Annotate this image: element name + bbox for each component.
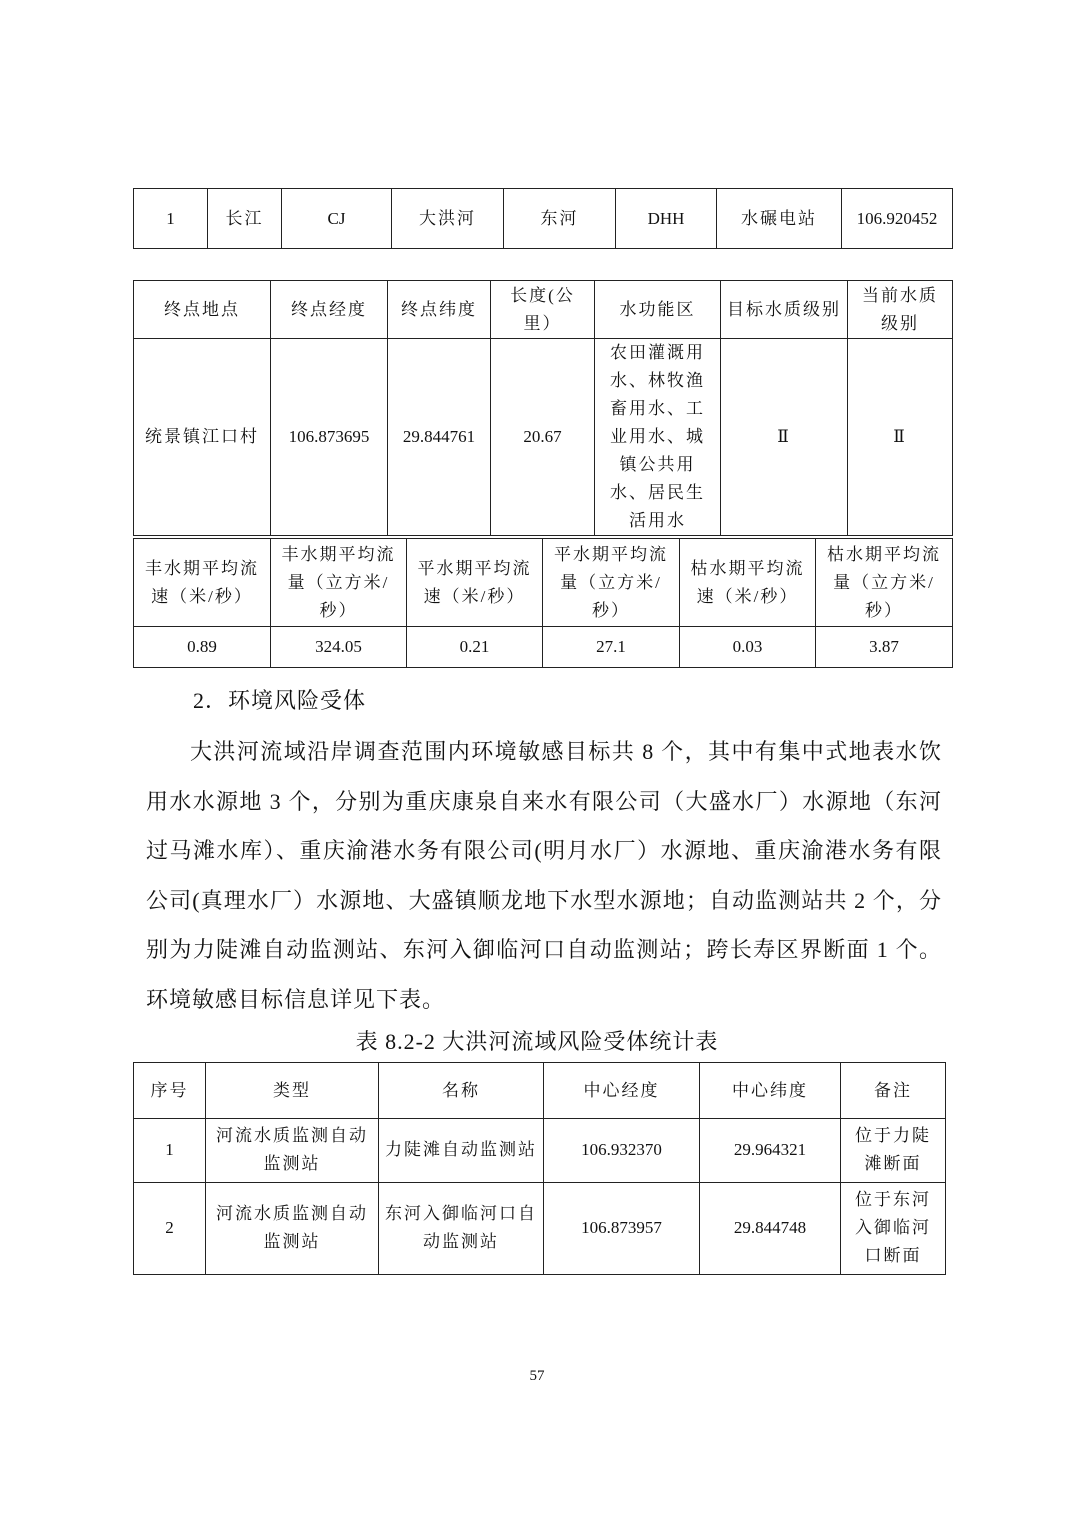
cell: Ⅱ: [721, 339, 848, 536]
cell: 河流水质监测自动监测站: [206, 1119, 379, 1182]
table-row: [134, 627, 953, 668]
cell: 位于力陡滩断面: [841, 1119, 946, 1182]
cell: 位于东河入御临河口断面: [841, 1182, 946, 1274]
header-cell: 中心经度: [544, 1063, 700, 1119]
header-cell: 平水期平均流速（米/秒）: [407, 539, 543, 627]
cell: 河流水质监测自动监测站: [206, 1182, 379, 1274]
cell-basin-code: CJ: [282, 189, 392, 249]
header-cell: 目标水质级别: [721, 281, 848, 339]
header-cell: 终点地点: [134, 281, 271, 339]
cell: 东河入御临河口自动监测站: [379, 1182, 544, 1274]
cell: 29.844748: [700, 1182, 841, 1274]
table-row: [134, 1182, 946, 1274]
table-row: [134, 1119, 946, 1182]
endpoint-table: [133, 280, 953, 536]
cell: 0.89: [134, 627, 271, 668]
table-row: [134, 189, 953, 249]
header-cell: 名称: [379, 1063, 544, 1119]
header-cell: 枯水期平均流速（米/秒）: [680, 539, 816, 627]
cell-river: 大洪河: [392, 189, 504, 249]
cell-index: 1: [134, 189, 208, 249]
header-cell: 终点纬度: [388, 281, 491, 339]
page-number: 57: [529, 1368, 545, 1384]
cell-river-code: DHH: [616, 189, 717, 249]
cell: 106.873957: [544, 1182, 700, 1274]
river-info-table: [133, 188, 953, 249]
header-cell: 枯水期平均流量（立方米/秒）: [816, 539, 953, 627]
cell: 0.03: [680, 627, 816, 668]
cell: 0.21: [407, 627, 543, 668]
cell-basin: 长江: [208, 189, 282, 249]
cell: 20.67: [491, 339, 595, 536]
cell: 农田灌溉用水、林牧渔畜用水、工业用水、城镇公共用水、居民生活用水: [595, 339, 721, 536]
header-cell: 平水期平均流量（立方米/秒）: [543, 539, 680, 627]
cell: 106.873695: [271, 339, 388, 536]
cell: 2: [134, 1182, 206, 1274]
header-cell: 当前水质级别: [848, 281, 953, 339]
cell: 力陡滩自动监测站: [379, 1119, 544, 1182]
body-paragraph: 大洪河流域沿岸调查范围内环境敏感目标共 8 个，其中有集中式地表水饮用水水源地 3 个，分别为重庆康泉自来水有限公司（大盛水厂）水源地（东河过马滩水库）、重庆渝港水务有限公司(明月水厂）水源地、重庆渝港水务有限公司(真理水厂）水源地、大盛镇顺龙地下水型水源地；自动监测站共 2 个，分别为力陡滩自动监测站、东河入御临河口自动监测站；跨长寿区界断面 1 个。环境敏感目标信息详见下表。: [146, 739, 942, 1012]
cell-start-point: 水碾电站: [717, 189, 842, 249]
cell: Ⅱ: [848, 339, 953, 536]
header-cell: 中心纬度: [700, 1063, 841, 1119]
flow-table: [133, 538, 953, 668]
cell: 106.932370: [544, 1119, 700, 1182]
header-cell: 备注: [841, 1063, 946, 1119]
header-cell: 丰水期平均流速（米/秒）: [134, 539, 271, 627]
table-caption: 表 8.2-2 大洪河流域风险受体统计表: [355, 1029, 719, 1054]
cell: 3.87: [816, 627, 953, 668]
header-cell: 水功能区: [595, 281, 721, 339]
cell: 324.05: [271, 627, 407, 668]
cell: 29.964321: [700, 1119, 841, 1182]
header-cell: 类型: [206, 1063, 379, 1119]
cell: 27.1: [543, 627, 680, 668]
cell: 29.844761: [388, 339, 491, 536]
cell-start-longitude: 106.920452: [842, 189, 953, 249]
risk-receptor-table: [133, 1062, 946, 1275]
cell-tributary: 东河: [504, 189, 616, 249]
header-cell: 丰水期平均流量（立方米/秒）: [271, 539, 407, 627]
cell: 统景镇江口村: [134, 339, 271, 536]
table-header-row: [134, 281, 953, 339]
header-cell: 长度(公里）: [491, 281, 595, 339]
header-cell: 序号: [134, 1063, 206, 1119]
section-heading: 2．环境风险受体: [193, 688, 367, 713]
table-header-row: [134, 539, 953, 627]
table-header-row: [134, 1063, 946, 1119]
cell: 1: [134, 1119, 206, 1182]
table-row: [134, 339, 953, 536]
header-cell: 终点经度: [271, 281, 388, 339]
